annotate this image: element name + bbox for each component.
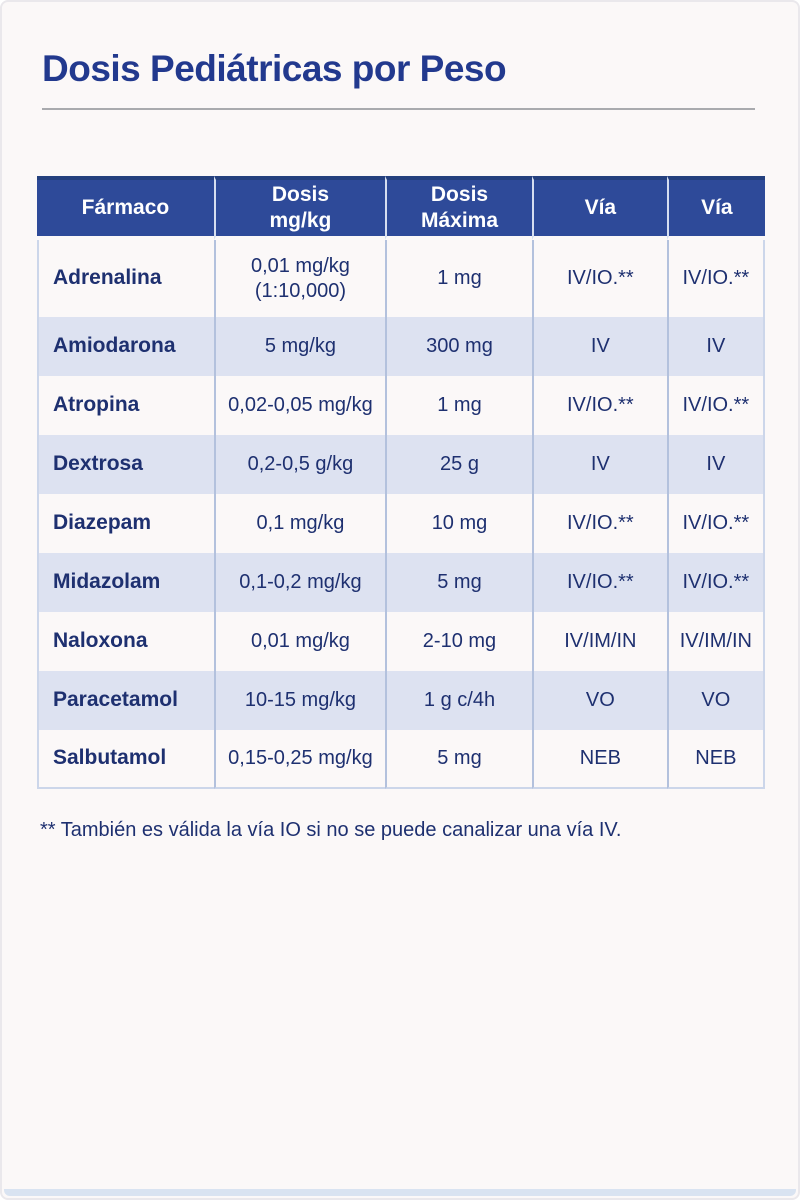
bottom-accent-bar (4, 1189, 796, 1196)
cell-dosis-maxima: 5 mg (385, 730, 532, 789)
io-route-footnote: ** También es válida la vía IO si no se puede canalizar una vía IV. (40, 819, 622, 841)
column-header-via-2 (667, 176, 765, 240)
column-header-farmaco (37, 176, 214, 240)
cell-via-2: NEB (667, 730, 765, 789)
cell-dosis-maxima: 5 mg (385, 553, 532, 612)
page-title: Dosis Pediátricas por Peso (42, 48, 507, 89)
table-row-diazepam (37, 494, 765, 553)
column-header-label: Fármaco (81, 196, 170, 220)
cell-dosis-maxima: 25 g (385, 435, 532, 494)
table-row-adrenalina (37, 240, 765, 317)
cell-via-2: IV (667, 317, 765, 376)
cell-farmaco: Salbutamol (37, 730, 214, 789)
cell-via-2: VO (667, 671, 765, 730)
cell-via-1: NEB (532, 730, 667, 789)
cell-dosis: 0,01 mg/kg (1:10,000) (214, 240, 385, 317)
cell-dosis: 0,15-0,25 mg/kg (214, 730, 385, 789)
cell-farmaco: Adrenalina (37, 240, 214, 317)
dose-table-container (37, 176, 765, 789)
table-row-midazolam (37, 553, 765, 612)
column-header-label: Dosis (271, 183, 330, 207)
column-header-label: Dosis (430, 183, 489, 207)
cell-dosis: 0,02-0,05 mg/kg (214, 376, 385, 435)
cell-farmaco: Diazepam (37, 494, 214, 553)
cell-via-1: IV/IO.** (532, 376, 667, 435)
cell-dosis: 0,2-0,5 g/kg (214, 435, 385, 494)
cell-dosis: 0,01 mg/kg (214, 612, 385, 671)
cell-dosis-maxima: 10 mg (385, 494, 532, 553)
cell-farmaco: Midazolam (37, 553, 214, 612)
title-divider (42, 108, 755, 110)
cell-via-1: IV/IM/IN (532, 612, 667, 671)
cell-via-1: VO (532, 671, 667, 730)
cell-dosis-maxima: 2-10 mg (385, 612, 532, 671)
cell-via-1: IV/IO.** (532, 240, 667, 317)
cell-farmaco: Amiodarona (37, 317, 214, 376)
cell-dosis-maxima: 1 mg (385, 376, 532, 435)
cell-via-2: IV/IM/IN (667, 612, 765, 671)
cell-via-2: IV (667, 435, 765, 494)
column-header-dosis: Dosis mg/kg (214, 176, 385, 240)
table-row-dextrosa (37, 435, 765, 494)
cell-via-1: IV (532, 317, 667, 376)
column-header-via-1 (532, 176, 667, 240)
column-header-dosis-maxima: Dosis Máxima (385, 176, 532, 240)
cell-farmaco: Paracetamol (37, 671, 214, 730)
cell-dosis-maxima: 300 mg (385, 317, 532, 376)
table-row-atropina (37, 376, 765, 435)
table-row-paracetamol (37, 671, 765, 730)
table-row-amiodarona (37, 317, 765, 376)
cell-dosis: 0,1-0,2 mg/kg (214, 553, 385, 612)
dose-table (37, 176, 765, 789)
cell-farmaco: Naloxona (37, 612, 214, 671)
cell-via-1: IV/IO.** (532, 494, 667, 553)
cell-dosis: 5 mg/kg (214, 317, 385, 376)
cell-via-1: IV/IO.** (532, 553, 667, 612)
cell-via-2: IV/IO.** (667, 494, 765, 553)
cell-dosis: 0,1 mg/kg (214, 494, 385, 553)
cell-dosis-maxima: 1 g c/4h (385, 671, 532, 730)
cell-via-2: IV/IO.** (667, 376, 765, 435)
cell-farmaco: Dextrosa (37, 435, 214, 494)
table-row-salbutamol (37, 730, 765, 789)
column-header-label: Vía (701, 196, 733, 220)
cell-via-2: IV/IO.** (667, 240, 765, 317)
table-row-naloxona (37, 612, 765, 671)
cell-dosis: 10-15 mg/kg (214, 671, 385, 730)
cell-dosis-maxima: 1 mg (385, 240, 532, 317)
cell-via-1: IV (532, 435, 667, 494)
table-header-row (37, 176, 765, 240)
column-header-label: Vía (584, 196, 617, 220)
cell-via-2: IV/IO.** (667, 553, 765, 612)
cell-farmaco: Atropina (37, 376, 214, 435)
